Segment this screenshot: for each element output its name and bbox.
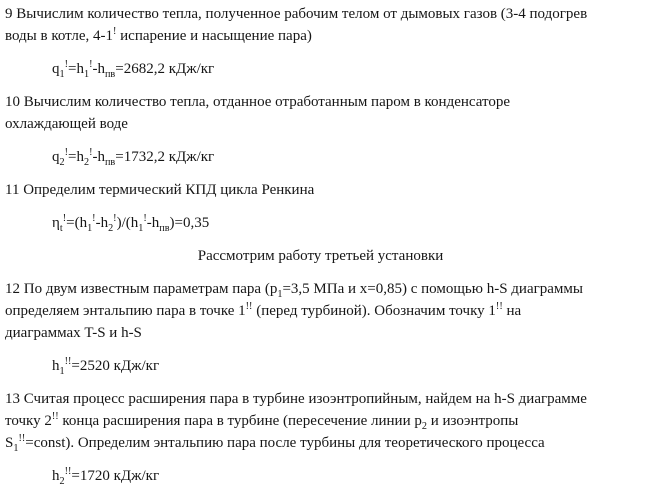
- sub-segment: 1: [13, 443, 19, 454]
- paragraph: [5, 91, 636, 135]
- sup-segment: !: [64, 147, 68, 158]
- text-segment: воды в котле, 4-1: [5, 28, 113, 44]
- sub-segment: 2: [59, 476, 65, 487]
- text-segment: η: [52, 215, 60, 231]
- sup-segment: !: [62, 213, 67, 224]
- sub-segment: 2: [59, 157, 65, 168]
- text-segment: =h: [68, 149, 84, 165]
- sup-segment: !: [113, 213, 117, 224]
- sup-segment: !: [92, 213, 96, 224]
- sub-segment: пв: [159, 223, 170, 234]
- sub-segment: 1: [87, 223, 93, 234]
- sub-segment: пв: [104, 69, 116, 80]
- text-segment: конца расширения пара в турбине (пересечение линии р: [58, 413, 422, 429]
- sub-segment: 1: [59, 69, 65, 80]
- paragraph: [5, 388, 636, 454]
- text-segment: -h: [146, 215, 160, 231]
- text-segment: точку 2: [5, 413, 52, 429]
- formula-line: [5, 465, 636, 487]
- text-segment: на: [502, 303, 522, 319]
- text-segment: диаграммах T-S и h-S: [5, 325, 142, 341]
- text-segment: )=0,35: [169, 215, 210, 231]
- sub-segment: 2: [83, 157, 90, 168]
- text-segment: 9 Вычислим количество тепла, полученное рабочим телом от дымовых газов (3-4 подогрев: [5, 6, 588, 22]
- sub-segment: t: [59, 223, 63, 234]
- text-segment: -h: [92, 149, 105, 165]
- text-segment: )/(h: [116, 215, 139, 231]
- text-segment: 13 Считая процесс расширения пара в турбине изоэнтропийным, найдем на h-S диаграмме: [5, 391, 587, 407]
- text-segment: 10 Вычислим количество тепла, отданное отработанным паром в конденсаторе: [5, 94, 511, 110]
- paragraph: [5, 179, 636, 201]
- text-segment: =(h: [66, 215, 88, 231]
- sup-segment: !: [64, 59, 68, 70]
- text-segment: Рассмотрим работу третьей установки: [197, 248, 444, 264]
- formula-line: [5, 146, 636, 168]
- text-segment: h: [52, 468, 60, 484]
- text-segment: q: [52, 149, 60, 165]
- text-segment: и изоэнтропы: [426, 413, 519, 429]
- sup-segment: !!: [245, 301, 253, 312]
- sup-segment: !: [143, 213, 147, 224]
- text-segment: испарение и насыщение пара): [116, 28, 312, 44]
- text-segment: q: [52, 61, 60, 77]
- text-segment: определяем энтальпию пара в точке 1: [5, 303, 246, 319]
- text-segment: =2682,2 кДж/кг: [115, 61, 215, 77]
- text-segment: (перед турбиной). Обозначим точку 1: [252, 303, 496, 319]
- text-segment: S: [5, 435, 14, 451]
- text-segment: =1732,2 кДж/кг: [115, 149, 215, 165]
- formula-line: [5, 355, 636, 377]
- sup-segment: !: [89, 59, 93, 70]
- sub-segment: 1: [277, 289, 283, 300]
- text-segment: 11 Определим термический КПД цикла Ренкина: [5, 182, 315, 198]
- text-segment: -h: [92, 61, 105, 77]
- sup-segment: !!: [18, 433, 26, 444]
- text-segment: =const). Определим энтальпию пара после турбины для теоретического процесса: [25, 435, 545, 451]
- formula-line: [5, 58, 636, 80]
- text-segment: 12 По двум известным параметрам пара (р: [5, 281, 278, 297]
- document-blocks: [5, 3, 636, 487]
- text-segment: охлаждающей воде: [5, 116, 128, 132]
- text-segment: h: [52, 358, 60, 374]
- sub-segment: 2: [421, 421, 427, 432]
- sub-segment: 2: [108, 223, 114, 234]
- centered-heading: [5, 245, 636, 267]
- text-segment: =3,5 МПа и х=0,85) с помощью h-S диаграммы: [282, 281, 583, 297]
- paragraph: [5, 3, 636, 47]
- paragraph: [5, 278, 636, 344]
- sup-segment: !: [89, 147, 93, 158]
- sub-segment: пв: [104, 157, 116, 168]
- sub-segment: 1: [59, 366, 65, 377]
- text-segment: =h: [68, 61, 84, 77]
- sub-segment: 1: [83, 69, 90, 80]
- text-segment: =2520 кДж/кг: [71, 358, 160, 374]
- text-segment: =1720 кДж/кг: [71, 468, 160, 484]
- sup-segment: !: [113, 26, 117, 37]
- sup-segment: !!: [495, 301, 503, 312]
- sup-segment: !!: [64, 466, 72, 477]
- text-segment: -h: [95, 215, 109, 231]
- sup-segment: !!: [64, 356, 72, 367]
- sup-segment: !!: [51, 411, 59, 422]
- formula-line: [5, 212, 636, 234]
- sub-segment: 1: [138, 223, 144, 234]
